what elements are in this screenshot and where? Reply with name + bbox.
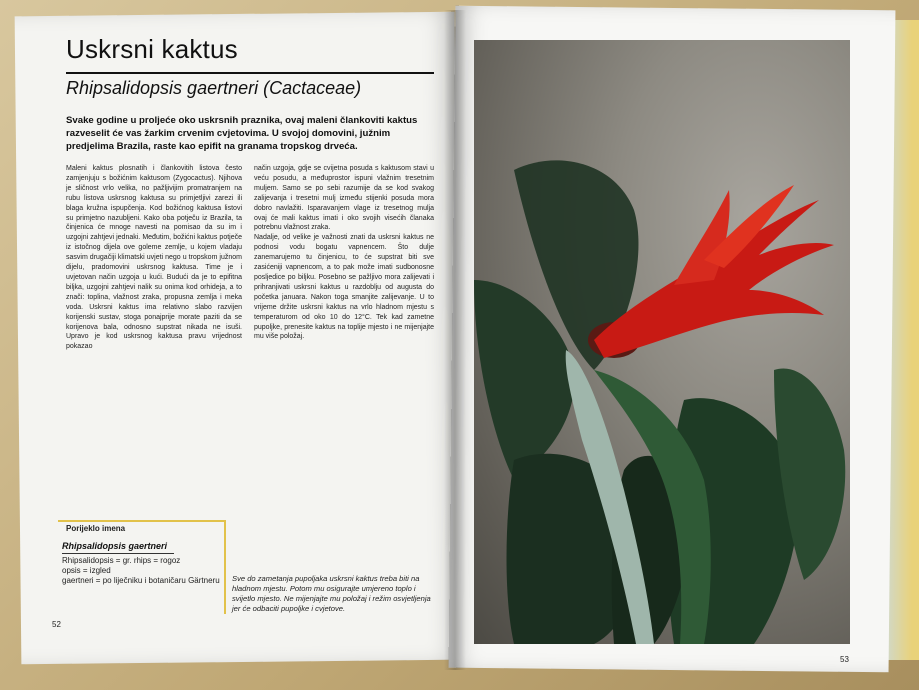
name-origin-species: Rhipsalidopsis gaertneri [62, 541, 168, 551]
page-number-right: 53 [840, 655, 849, 664]
column2b-text: Nadalje, od velike je važnosti znati da uskrsni kaktus ne podnosi vodu bogatu vapnencem. Što dulje zanemarujemo tu činjenicu, to će supstrat biti sve zasićeniji vapnencom, a to pak može imati sudbonosne posljedice po biljku. Posebno se pažljivo mora zalijevati i prihranjivati uskrsni kaktus u razdoblju od augusta do početka januara. Nakon toga smanjite zalijevanje. U to vrijeme držite uskrsni kaktus na vrlo hladnom mjestu s temperaturom od oko 10 do 12°C. Tek kad zametne pupoljke, prenesite kaktus na toplije mjesto i ne mijenjajte mu više položaj. [254, 234, 434, 341]
cactus-illustration [474, 40, 850, 644]
text-column-1 [66, 164, 242, 352]
name-origin-divider [62, 553, 174, 554]
lead-paragraph: Svake godine u proljeće oko uskrsnih praznika, ovaj maleni člankoviti kaktus razveselit će vas žarkim crvenim cvjetovima. U svojoj domovini, južnim predjelima Brazila, raste kao epifit na granama tropskog drveća. [66, 115, 418, 152]
title-divider [66, 72, 434, 74]
cactus-photo [474, 40, 850, 644]
name-origin-text: Rhipsalidopsis = gr. rhips = rogoz opsis = izgled gaertneri = po liječniku i botaničaru Gärtneru [62, 556, 220, 585]
photo-caption: Sve do zametanja pupoljaka uskrsni kaktus treba biti na hladnom mjestu. Potom mu osigurajte umjereno toplo i svijetlo mjesto. Ne mijenjajte mu položaj i režim osvjetljenja jer će odbaciti pupoljke i cvjetove. [232, 574, 431, 613]
book-spine [444, 10, 466, 670]
column2-text: način uzgoja, gdje se cvijetna posuda s kaktusom stavi u veću posudu, a međuprostor ispuni vlažnim tresetnim mulјem. Samo se po sebi razumije da se kod svakog zalijevanja i tresetni mulj između stijenki posuda mora dobro navlažiti. Isparavanjem vlage iz tresetnog mulja ovaj će mali kaktus imati i oko svojih visećih članaka potrebnu vlažnost zraka. [254, 165, 434, 232]
page-number-left: 52 [52, 620, 61, 629]
name-origin-heading: Porijeklo imena [66, 524, 126, 533]
page-title: Uskrsni kaktus [66, 34, 238, 64]
text-column-2 [254, 164, 434, 342]
column1-text: Maleni kaktus plosnatih i člankovitih listova često zamjenjuju s božićnim kaktusom (Zygocactus). Njihova je sličnost vrlo velika, no pažljivijim promatranjem na rubu listova uskrsnog kaktusa su primjetljivi zarezi ili blaga kružna ispupčenja. Kod božićnog kaktusa listovi su primjetno nazubljeni. Kako oba potječu iz Brazila, ta činjenica će mnoge navesti na pomisao da su im i uzgojni zahtjevi jednaki. Međutim, božićni kaktus potječe iz istočnog dijela ove goleme zemlje, u kojem vladaju sasvim drugačiji klimatski uvjeti nego u tropskom južnom dijelu, pradomovini uskrsnog kaktusa. Time je i uvjetovan način uzgoja u kući. Budući da je to epifitna biljka, uzgojni zahtjevi nalik su onima kod orhideja, a to znači: toplina, vlažnost zraka, propusna zemlja i meka voda. Uskrsni kaktus ima relativno slabo razvijen korijenski sustav, stoga ponajprije morate paziti da se korijenova bala, odnosno supstrat nikada ne isuši. Upravo je kod uskrsnog kaktusa pravu vrijednost pokazao [66, 165, 242, 351]
species-subtitle: Rhipsalidopsis gaertneri (Cactaceae) [66, 78, 362, 98]
